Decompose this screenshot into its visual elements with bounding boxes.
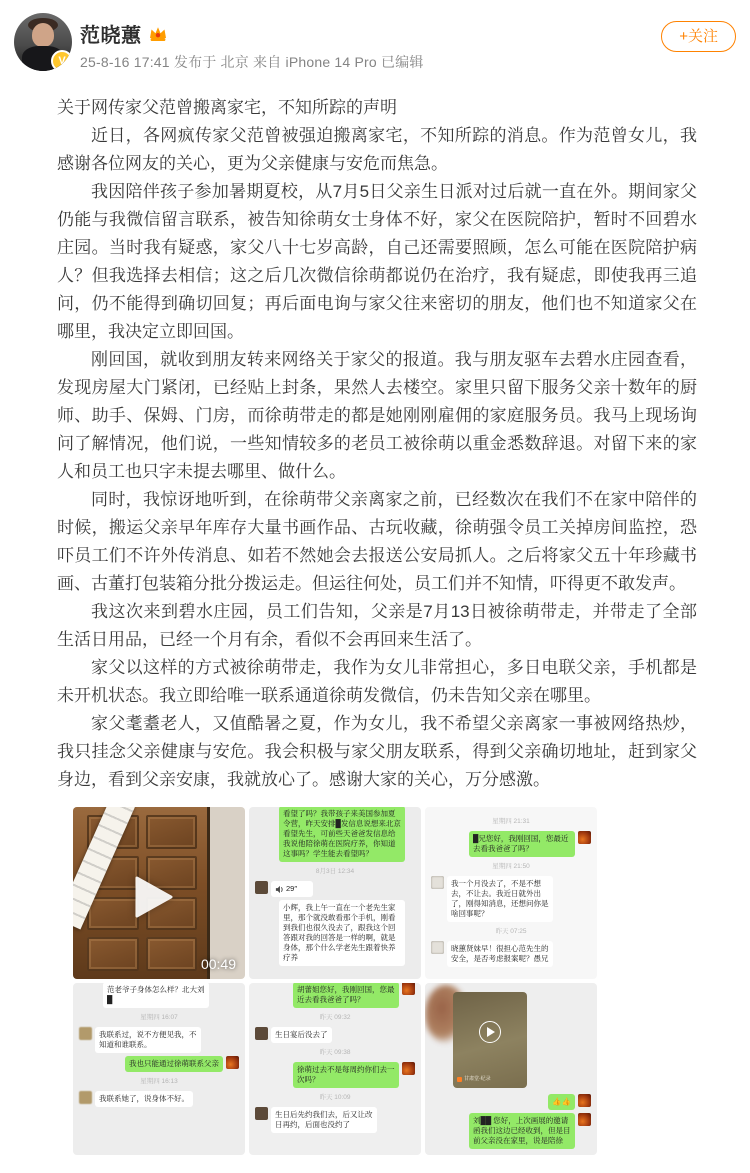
chat-avatar (226, 1056, 239, 1069)
chat-avatar (255, 1107, 268, 1120)
follow-button[interactable]: +关注 (661, 21, 736, 52)
chat-bubble: 我联系过，说不方便见我，不知道和谁联系。 (95, 1027, 201, 1053)
chat-bubble: 刘██ 您好，上次画展的邀请函我们这边已经收到，但是目前父亲没在家里，说是陪徐 (469, 1113, 575, 1149)
chat-bubble: 徐萌过去不是每周约你们去一次吗？ (293, 1062, 399, 1088)
chat-avatar (255, 881, 268, 894)
chat-timestamp: 星期四 21:50 (492, 863, 530, 870)
chat-timestamp: 8月3日 12:34 (315, 868, 355, 875)
chat-avatar (578, 831, 591, 844)
chat-bubble: 胡蕾姐您好，我刚回国，您最近去看我爸爸了吗？ (293, 983, 399, 1008)
media-video-door[interactable] (73, 807, 245, 979)
watermark-logo-icon (457, 1077, 462, 1082)
chat-bubble: 小辉，我上午一直在一个老先生家里，那个就没敢看那个手机，刚看到我们也很久没去了，跟我这个回答跟对我的回答是一样的啊，就是身体，那个什么学老先生跟着快养疗养 (279, 900, 405, 966)
post-paragraph: 家父耄耋老人，又值酷暑之夏，作为女儿，我不希望父亲离家一事被网络热炒，我只挂念父亲健康与安危。我会积极与家父朋友联系，得到父亲确切地址，赶到家父身边，看到父亲安康，我就放心了。感谢大家的关心，万分感激。 (57, 714, 697, 789)
chat-avatar (431, 876, 444, 889)
chat-avatar (79, 1027, 92, 1040)
username[interactable]: 范晓蕙 (80, 25, 142, 47)
chat-timestamp: 昨天 10:09 (319, 1094, 351, 1101)
voice-duration: 29″ (286, 884, 297, 893)
chat-avatar (402, 1062, 415, 1075)
voice-icon (275, 885, 284, 894)
chat-timestamp: 星期四 16:13 (140, 1078, 178, 1085)
avatar-face (32, 23, 54, 47)
chat-avatar (578, 1094, 591, 1107)
chat-bubble: 生日宴后没去了 (271, 1027, 332, 1043)
chat-timestamp: 星期四 21:31 (492, 818, 530, 825)
chat-timestamp: 昨天 07:25 (495, 928, 527, 935)
post-paragraph: 我因陪伴孩子参加暑期夏校，从7月5日父亲生日派对过后就一直在外。期间家父仍能与我微信留言联系，被告知徐萌女士身体不好，家父在医院陪护，暂时不回碧水庄园。当时我有疑惑，家父八十七岁高龄，自己还需要照顾，怎么可能在医院陪护病人？但我选择去相信；这之后几次微信徐萌都说仍在治疗，我有疑虑，即使我再三追问，仍不能得到确切回复；再后面电询与家父往来密切的朋友，他们也不知道家父在哪里，我决定立即回国。 (57, 182, 697, 341)
chat-avatar (402, 983, 415, 995)
post-paragraph: 刚回国，就收到朋友转来网络关于家父的报道。我与朋友驱车去碧水庄园查看，发现房屋大门紧闭，已经贴上封条，果然人去楼空。家里只留下服务父亲十数年的厨师、助手、保姆、门房，而徐萌带走的都是她刚刚雇佣的家庭服务员。我马上现场询问了解情况，他们说，一些知情较多的老员工被徐萌以重金悉数辞退。对留下来的家人和员工也只字未提去哪里、做什么。 (57, 350, 697, 481)
media-chat-screenshot-2[interactable] (425, 807, 597, 979)
post-title: 关于网传家父范曾搬离家宅，不知所踪的声明 (57, 98, 397, 117)
chat-bubble: █兄您好，我刚回国，您最近去看我爸爸了吗？ (469, 831, 575, 857)
chat-bubble: 晓蕙贤妹早！很担心范先生的安全，是否考虑报案呢？愚兄 (447, 941, 553, 967)
chat-avatar (255, 1027, 268, 1040)
vip-crown-icon (148, 24, 168, 44)
media-chat-screenshot-3[interactable] (73, 983, 245, 1155)
media-chat-screenshot-5[interactable] (425, 983, 597, 1155)
post-paragraph: 我这次来到碧水庄园，员工们告知，父亲是7月13日被徐萌带走，并带走了全部生活日用品，已经一个月有余，看似不会再回来生活了。 (57, 602, 697, 649)
post-paragraph: 同时，我惊讶地听到，在徐萌带父亲离家之前，已经数次在我们不在家中陪伴的时候，搬运父亲早年库存大量书画作品、古玩收藏，徐萌强令员工关掉房间监控，恐吓员工们不许外传消息、如若不然她会去报送公安局抓人。之后将家父五十年珍藏书画、古董打包装箱分批分拨运走。但运往何处，员工们并不知情，吓得更不敢发声。 (57, 490, 697, 593)
post-paragraph: 近日，各网疯传家父范曾被强迫搬离家宅，不知所踪的消息。作为范曾女儿，我感谢各位网友的关心，更为父亲健康与安危而焦急。 (57, 126, 697, 173)
chat-bubble: 看望了吗？我带孩子来美国参加夏令营，昨天安排█发信息说想来北京看望先生，可前些天爸爸发信息给我说他陪徐萌在医院疗养，你知道这事吗？学生能去看望吗？ (279, 807, 405, 862)
media-chat-screenshot-4[interactable] (249, 983, 421, 1155)
post-content (57, 94, 697, 794)
media-chat-screenshot-1[interactable] (249, 807, 421, 979)
chat-bubble-emoji: 👍👍 (548, 1094, 575, 1110)
chat-bubble: 我也只能通过徐萌联系父亲 (125, 1056, 223, 1072)
chat-bubble: 我联系她了，说身体不好。 (95, 1091, 193, 1107)
chat-bubble: 范老爷子身体怎么样？北大刘█ (103, 983, 209, 1008)
post-paragraph: 家父以这样的方式被徐萌带走，我作为女儿非常担心，多日电联父亲，手机都是未开机状态。我立即给唯一联系通道徐萌发微信，仍未告知父亲在哪里。 (57, 658, 697, 705)
chat-timestamp: 星期四 16:07 (140, 1014, 178, 1021)
chat-avatar (578, 1113, 591, 1126)
watermark-text: 甘肃堂·纪录 (464, 1076, 491, 1082)
play-icon (135, 876, 173, 918)
shared-video-card (453, 992, 527, 1088)
verified-badge-icon: V (51, 50, 72, 71)
voice-message-bubble (271, 881, 313, 897)
chat-avatar (431, 941, 444, 954)
video-duration: 00:49 (200, 956, 236, 972)
chat-avatar (79, 1091, 92, 1104)
chat-timestamp: 昨天 09:32 (319, 1014, 351, 1021)
chat-bubble: 我一个月没去了，不是不想去，不让去。我近日就外出了，刚得知消息，还想问你是啥回事呢？ (447, 876, 553, 922)
post-meta: 25-8-16 17:41 发布于 北京 来自 iPhone 14 Pro 已编辑 (80, 54, 424, 70)
chat-timestamp: 昨天 09:38 (319, 1049, 351, 1056)
avatar[interactable] (14, 13, 72, 71)
chat-bubble: 生日后先约我们去，后又让改日再约，后面也没约了 (271, 1107, 377, 1133)
media-grid (73, 807, 597, 1155)
post-header (0, 0, 750, 88)
play-icon (479, 1021, 501, 1043)
